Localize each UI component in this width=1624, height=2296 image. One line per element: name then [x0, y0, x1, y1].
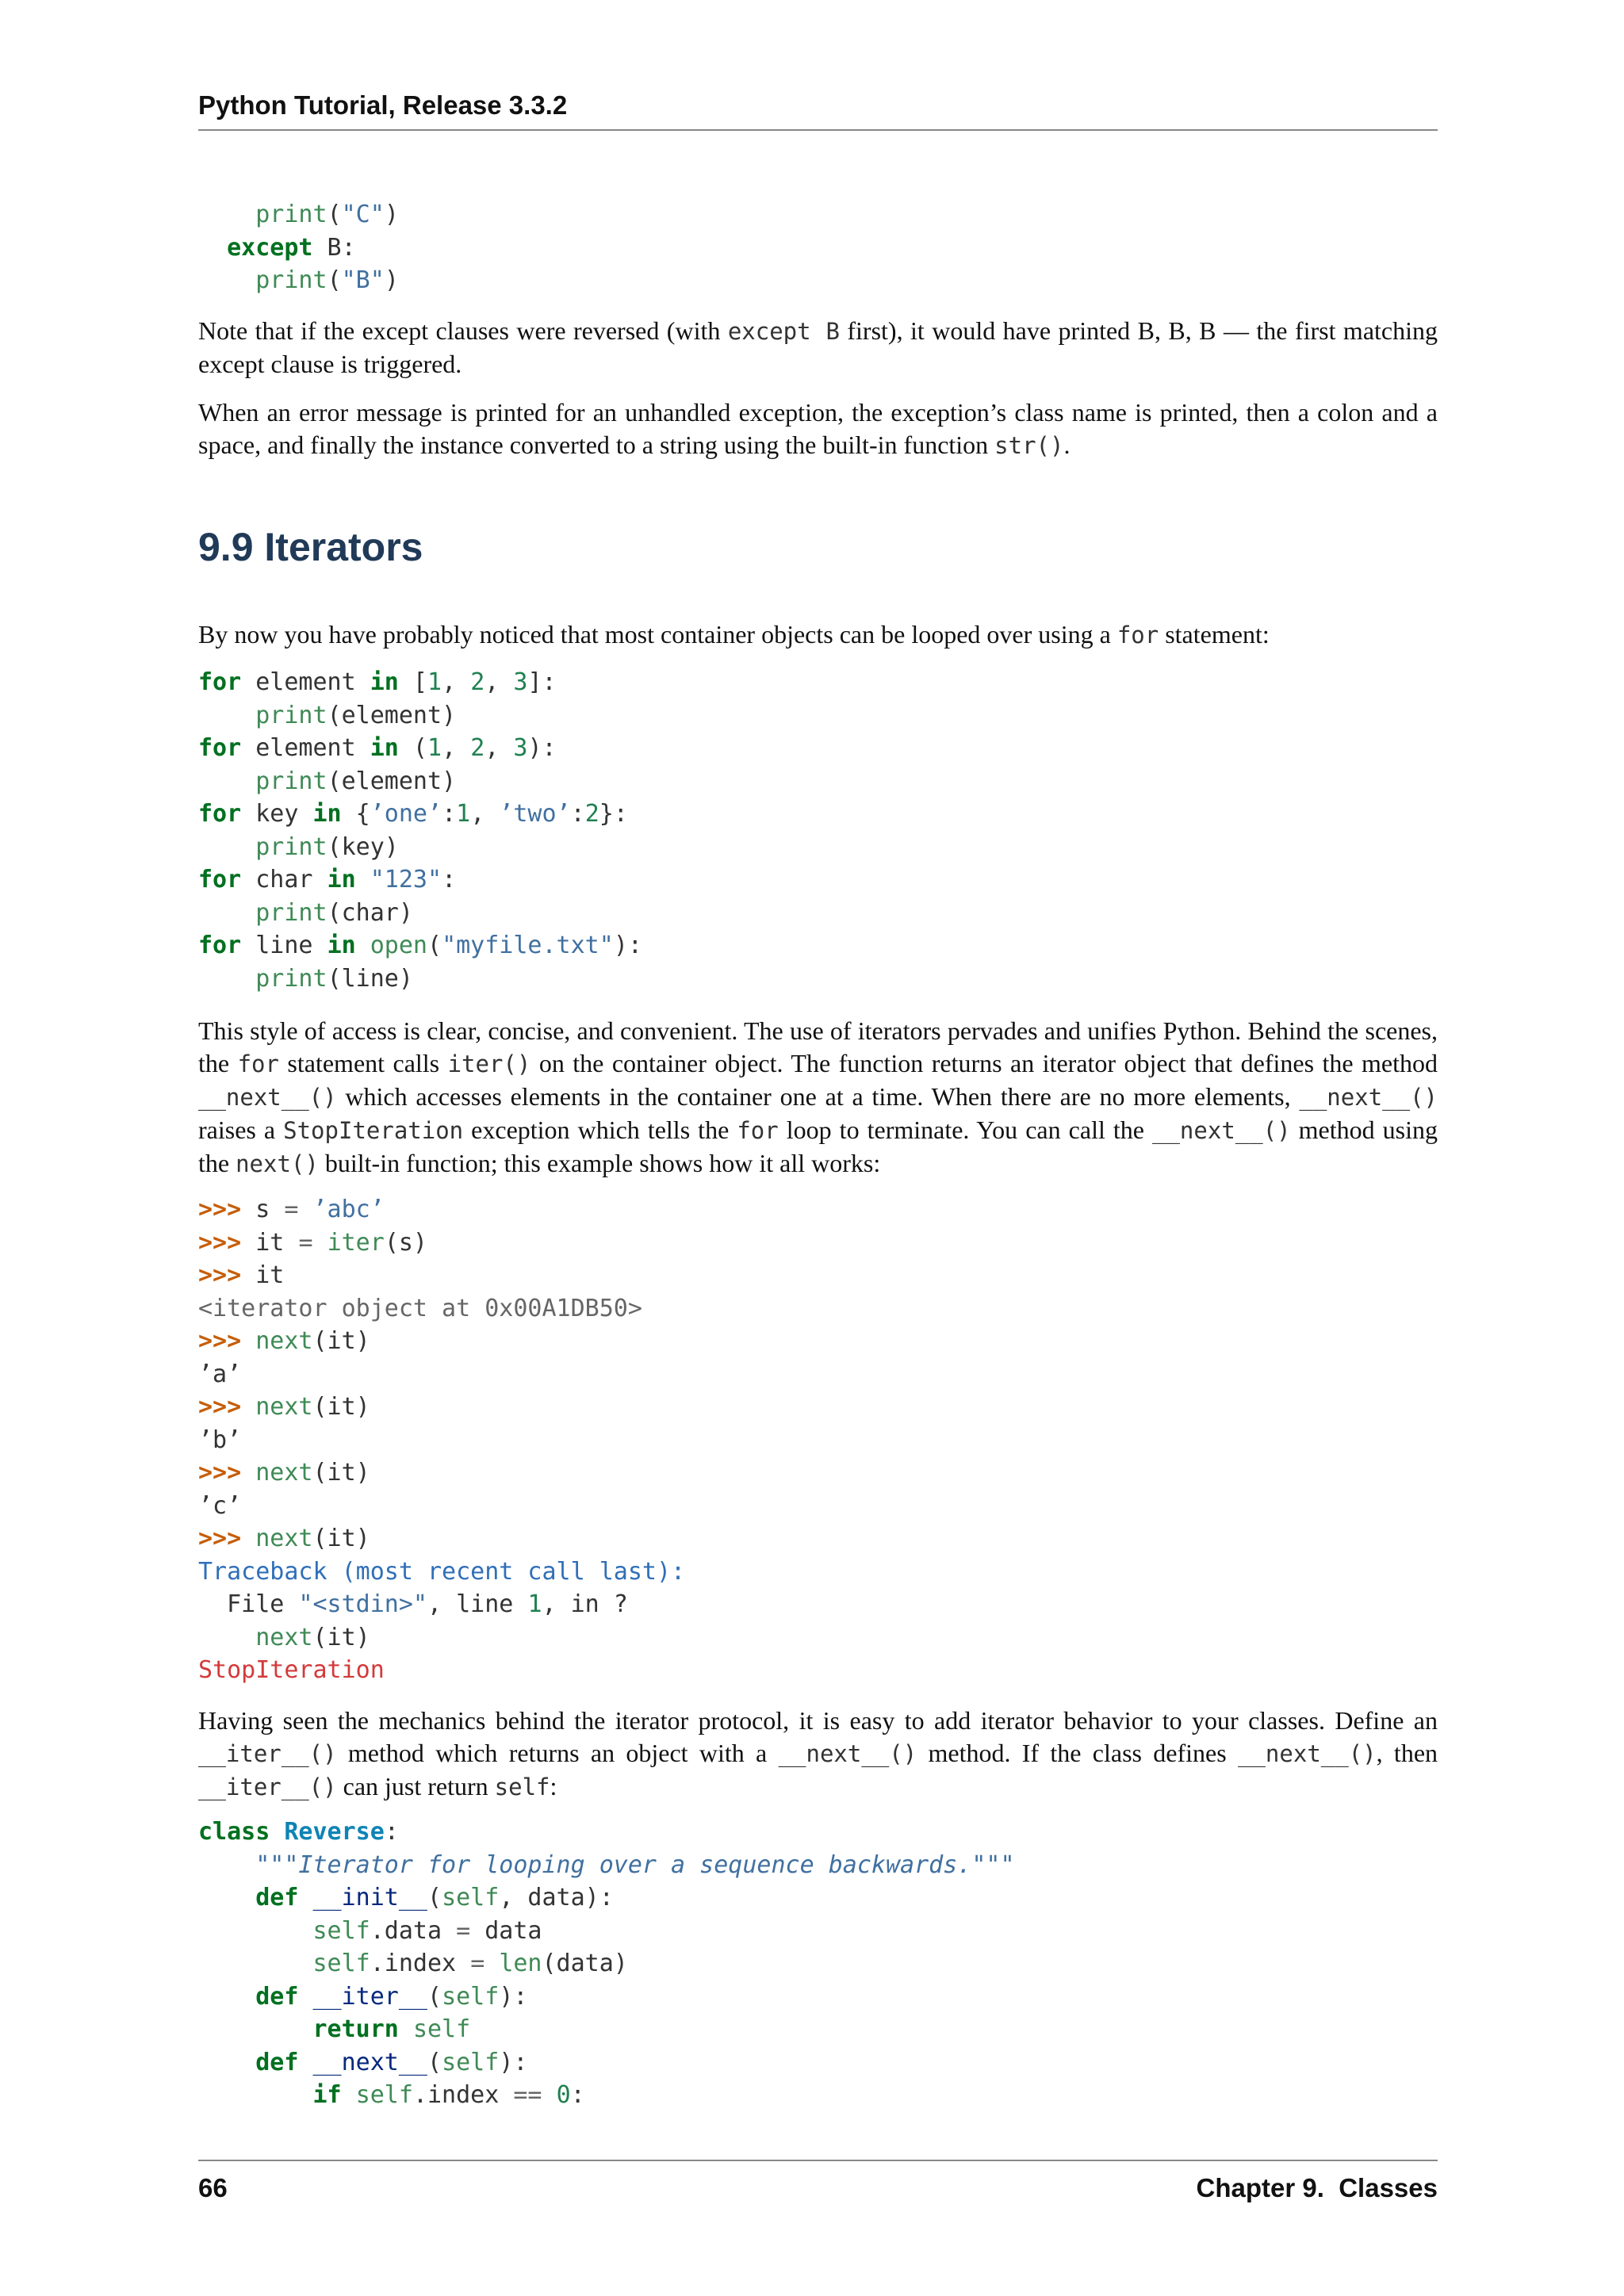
text-run: first), it would have printed B, B, B — the first matching except clause is triggered.: [198, 316, 1438, 378]
inline-code: for: [1116, 622, 1159, 649]
text-run: Having seen the mechanics behind the iterator protocol, it is easy to add iterator behavior to your classes. Define an: [198, 1706, 1438, 1735]
paragraph-error-message: [198, 396, 1438, 462]
text-run: statement calls: [278, 1049, 448, 1077]
inline-code: StopIteration: [283, 1117, 464, 1144]
code-token: print: [255, 266, 327, 294]
code-token: "B": [341, 266, 385, 294]
text-run: on the container object. The function returns an iterator object that defines the method: [530, 1049, 1438, 1077]
running-footer: [198, 2160, 1438, 2204]
inline-code: for: [737, 1117, 779, 1144]
text-run: which accesses elements in the container one at a time. When there are no more elements,: [336, 1082, 1300, 1111]
code-token: (: [327, 266, 342, 294]
code-block-for-loops: for element in [1, 2, 3]: print(element) for element in (1, 2, 3): print(element) for key in {’one’:1, ’two’:2}: print(key) for char in "123": print(char) for line in open("myfile.txt"): print(line): [198, 668, 642, 993]
inline-code: __iter__(): [198, 1774, 337, 1800]
inline-code: str(): [994, 432, 1064, 459]
text-run: Note that if the except clauses were reversed (with: [198, 316, 728, 345]
section-heading: 9.9 Iterators: [198, 525, 423, 569]
text-run: .: [1063, 430, 1071, 459]
code-token: print: [255, 201, 327, 228]
text-run: method. If the class defines: [917, 1739, 1239, 1767]
paragraph-iterator-protocol: [198, 1705, 1438, 1804]
inline-code: iter(): [447, 1050, 531, 1077]
text-run: When an error message is printed for an unhandled exception, the exception’s class name is printed, then a colon and a space, and finally the instance converted to a string using the built-in function: [198, 398, 1438, 459]
code-token: ): [384, 266, 399, 294]
code-token: except: [227, 233, 313, 262]
code-token: B:: [312, 233, 356, 262]
text-run: statement:: [1159, 620, 1270, 649]
text-run: This style of access is clear, concise, and convenient. The use of iterators pervades and unifies Python. Behind the scenes, the: [198, 1016, 1438, 1077]
inline-code: next(): [236, 1150, 319, 1177]
inline-code: __next__(): [1152, 1117, 1291, 1144]
text-run: loop to terminate. You can call the: [778, 1115, 1153, 1144]
chapter-title: Chapter 9. Classes: [1196, 2173, 1438, 2202]
inline-code: except B: [727, 318, 840, 345]
inline-code: __next__(): [198, 1084, 337, 1111]
code-block-reverse-class: class Reverse: """Iterator for looping over a sequence backwards.""" def __init__(self, data): self.data = data self.index = len(data) def __iter__(self): return self def __next__(self): if self.index == 0:: [198, 1818, 1015, 2109]
code-token: (: [327, 201, 342, 228]
text-run: built-in function; this example shows how it all works:: [318, 1149, 881, 1177]
running-header: Python Tutorial, Release 3.3.2: [198, 90, 1438, 131]
paragraph-except-order: [198, 315, 1438, 381]
text-run: method which returns an object with a: [336, 1739, 779, 1767]
inline-code: self: [494, 1774, 550, 1800]
page-number: 66: [198, 2173, 228, 2202]
text-run: can just return: [336, 1772, 495, 1800]
code-block-except: [198, 198, 399, 297]
text-run: By now you have probably noticed that most container objects can be looped over using a: [198, 620, 1117, 649]
paragraph-container-objects: [198, 618, 1438, 652]
code-block-interactive-iterator: >>> s = ’abc’ >>> it = iter(s) >>> it <iterator object at 0x00A1DB50> >>> next(it) ’a’ >>> next(it) ’b’ >>> next(it) ’c’ >>> next(it) Traceback (most recent call last): File "<stdin>", line 1, in ? next(it) StopIteration: [198, 1196, 686, 1684]
text-run: raises a: [198, 1115, 284, 1144]
text-run: , then: [1376, 1739, 1438, 1767]
inline-code: __iter__(): [198, 1740, 337, 1767]
inline-code: for: [237, 1050, 279, 1077]
inline-code: __next__(): [1299, 1084, 1438, 1111]
text-run: :: [550, 1772, 557, 1800]
code-token: ): [384, 201, 399, 228]
inline-code: __next__(): [778, 1740, 917, 1767]
paragraph-iterator-explanation: [198, 1015, 1438, 1181]
text-run: exception which tells the: [463, 1115, 737, 1144]
text-run: method using the: [198, 1115, 1438, 1177]
inline-code: __next__(): [1238, 1740, 1377, 1767]
code-token: "C": [341, 201, 385, 228]
